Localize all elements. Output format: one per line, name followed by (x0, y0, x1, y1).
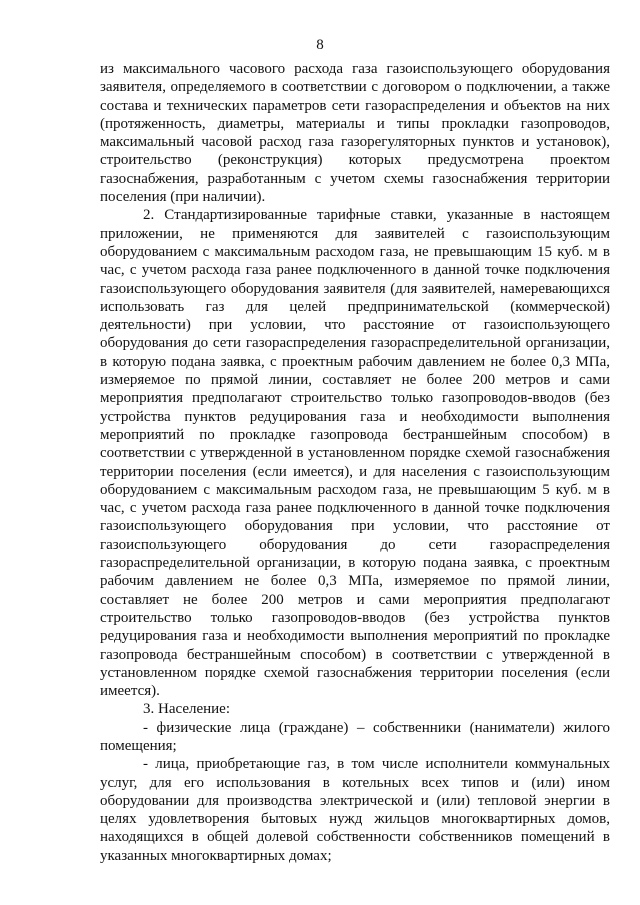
paragraph-item-2: 2. Стандартизированные тарифные ставки, указанные в настоящем приложении, не применяются для заявителей с газоиспользующим оборудованием с максимальным расходом газа, не превышающим 15 куб. м в час, с учетом расхода газа ранее подключенного в данной точке подключения газоиспользующего оборудования заявителя (для заявителей, намеревающихся использовать газ для целей предпринимательской (коммерческой) деятельности) при условии, что расстояние от газоиспользующего оборудования до сети газораспределения газораспределительной организации, в которую подана заявка, с проектным рабочим давлением не более 0,3 МПа, измеряемое по прямой линии, составляет не более 200 метров и сами мероприятия предполагают строительство только газопроводов-вводов (без устройства пунктов редуцирования газа и необходимости выполнения мероприятий по прокладке газопровода бестраншейным способом) в соответствии с утвержденной в установленном порядке схемой газоснабжения территории поселения (если имеется), и для населения с газоиспользующим оборудованием с максимальным расходом газа, не превышающим 5 куб. м в час, с учетом расхода газа ранее подключенного в данной точке подключения газоиспользующего оборудования при условии, что расстояние от газоиспользующего оборудования до сети газораспределения газораспределительной организации, в которую подана заявка, с проектным рабочим давлением не более 0,3 МПа, измеряемое по прямой линии, составляет не более 200 метров и сами мероприятия предполагают строительство только газопроводов-вводов (без устройства пунктов редуцирования газа и необходимости выполнения мероприятий по прокладке газопровода бестраншейным способом) в соответствии с утвержденной в установленном порядке схемой газоснабжения территории поселения (если имеется). (100, 207, 610, 700)
paragraph-bullet-service-providers: - лица, приобретающие газ, в том числе исполнители коммунальных услуг, для его использования в котельных всех типов и (или) ином оборудовании для производства электрической и (или) тепловой энергии в целях удовлетворения бытовых нужд жильцов многоквартирных домов, находящихся в общей долевой собственности собственников помещений в указанных многоквартирных домах; (100, 756, 610, 864)
paragraph-item-3-heading: 3. Население: (143, 701, 231, 718)
page-number: 8 (316, 37, 324, 53)
paragraph-bullet-individuals: - физические лица (граждане) – собственники (наниматели) жилого помещения; (100, 719, 610, 754)
document-body (100, 60, 610, 865)
paragraph-continuation: из максимального часового расхода газа газоиспользующего оборудования заявителя, определяемого в соответствии с договором о подключении, а также состава и технических параметров сети газораспределения и объектов на них (протяженность, диаметры, материалы и типы прокладки газопроводов, максимальный часовой расход газа газорегуляторных пунктов и установок), строительство (реконструкция) которых предусмотрена проектом газоснабжения, разработанным с учетом схемы газоснабжения территории поселения (при наличии). (100, 61, 610, 206)
